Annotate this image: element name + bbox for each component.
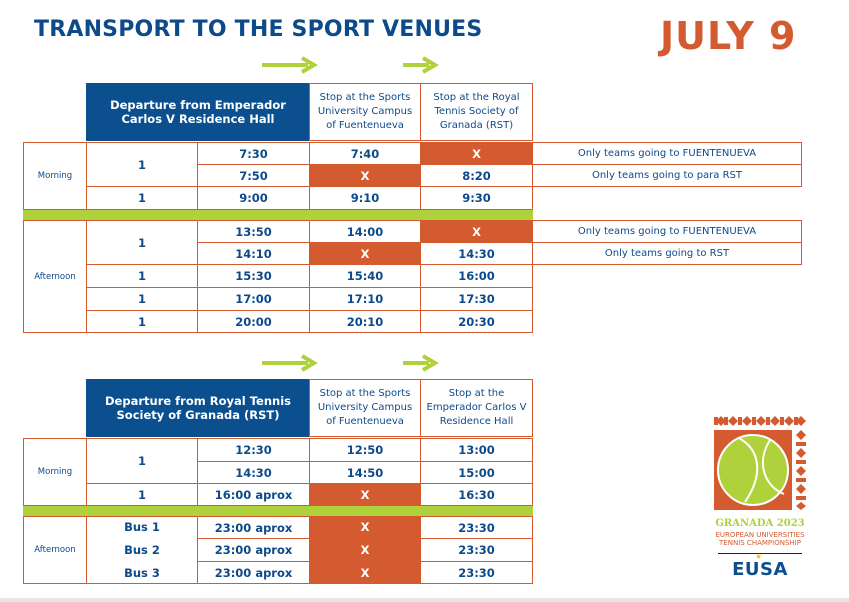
route-note: Only teams going to RST (532, 242, 802, 265)
eusa-logo (712, 552, 808, 580)
departure-cell: 16:00 aprox (197, 483, 310, 506)
bus-cell: 1 (86, 186, 198, 210)
event-logo (712, 414, 808, 584)
departure-cell: 23:00 aprox (197, 516, 310, 539)
tennis-ball-icon (712, 414, 808, 510)
stop2-cell: 13:00 (420, 438, 533, 462)
table2-departure-header (86, 379, 310, 437)
departure-cell: 14:30 (197, 461, 310, 484)
departure-cell: 23:00 aprox (197, 538, 310, 562)
bus-cell: 1 (86, 264, 198, 288)
stop2-cell: 9:30 (420, 186, 533, 210)
section-divider (23, 210, 533, 220)
header-text: Departure from Emperador Carlos V Residence Hall (110, 98, 286, 126)
arrow-right-icon (262, 56, 318, 74)
stop1-cell-skipped: X (360, 520, 370, 534)
departure-cell: 17:00 (197, 287, 310, 311)
table2-stop2-header (420, 379, 533, 437)
stop1-cell: 20:10 (309, 310, 421, 333)
stop2-cell: 20:30 (420, 310, 533, 333)
stop2-cell: 14:30 (420, 242, 533, 265)
logo-event-name-2: TENNIS CHAMPIONSHIP (719, 539, 801, 547)
departure-cell: 23:00 aprox (197, 561, 310, 584)
stop2-cell-skipped: X (420, 142, 533, 165)
stop2-cell: 8:20 (420, 164, 533, 187)
bus-cell: 1 (86, 220, 198, 265)
table1-departure-header (86, 83, 310, 141)
stop1-cell-skipped: X (360, 542, 370, 557)
route-note: Only teams going to para RST (532, 164, 802, 187)
logo-event-name-1: EUROPEAN UNIVERSITIES (715, 531, 805, 539)
stop2-cell: 23:30 (420, 538, 533, 562)
stop1-cell: 17:10 (309, 287, 421, 311)
bus-cell: 1 (86, 142, 198, 187)
stop1-cell: 15:40 (309, 264, 421, 288)
bus-cell: 1 (86, 287, 198, 311)
period-label-morning: Morning (23, 142, 87, 210)
stop2-cell: 17:30 (420, 287, 533, 311)
stop2-cell-skipped: X (420, 220, 533, 243)
departure-cell: 12:30 (197, 438, 310, 462)
stop2-cell: 23:30 (420, 561, 533, 584)
stop1-cell-skipped: X (309, 164, 421, 187)
stop1-cell-skipped: X (309, 483, 421, 506)
bus-cell: 1 (86, 483, 198, 506)
table2-stop1-header (309, 379, 421, 437)
stop1-cell: 7:40 (309, 142, 421, 165)
eusa-wordmark: EUSA (732, 559, 788, 580)
bus-cell: Bus 3 (124, 565, 160, 580)
section-divider (23, 506, 533, 516)
stop1-cell: 9:10 (309, 186, 421, 210)
departure-cell: 13:50 (197, 220, 310, 243)
stop2-cell: 23:30 (420, 516, 533, 539)
arrow-right-icon (403, 354, 439, 372)
table1-stop2-header (420, 83, 533, 141)
departure-cell: 15:30 (197, 264, 310, 288)
stop2-cell: 16:00 (420, 264, 533, 288)
header-text: Departure from Royal Tennis Society of Granada (RST) (105, 394, 291, 422)
stop1-cell: 14:00 (309, 220, 421, 243)
bus-cell: 1 (86, 310, 198, 333)
page-title: TRANSPORT TO THE SPORT VENUES (34, 17, 483, 42)
route-note: Only teams going to FUENTENUEVA (532, 142, 802, 165)
departure-cell: 7:50 (197, 164, 310, 187)
stop1-cell-skipped: X (360, 565, 370, 580)
stop2-cell: 15:00 (420, 461, 533, 484)
bus-cell: 1 (86, 438, 198, 484)
period-label-morning: Morning (23, 438, 87, 506)
stop1-cell: 12:50 (309, 438, 421, 462)
bus-cell: Bus 1 (124, 520, 160, 534)
header-text: Stop at the Emperador Carlos V Residence Hall (426, 388, 527, 427)
route-note: Only teams going to FUENTENUEVA (532, 220, 802, 243)
arrow-right-icon (262, 354, 318, 372)
date-heading: JULY 9 (660, 14, 797, 58)
page-bottom-edge (0, 598, 849, 602)
header-text: Stop at the Royal Tennis Society of Granada (RST) (433, 92, 520, 131)
bus-cell: Bus 2 (124, 542, 160, 557)
star-icon: ★ (755, 552, 763, 561)
period-label-afternoon: Afternoon (23, 516, 87, 584)
departure-cell: 9:00 (197, 186, 310, 210)
logo-event-year: GRANADA 2023 (715, 518, 805, 529)
departure-cell: 7:30 (197, 142, 310, 165)
departure-cell: 20:00 (197, 310, 310, 333)
stop1-cell: 14:50 (309, 461, 421, 484)
arrow-right-icon (403, 56, 439, 74)
stop2-cell: 16:30 (420, 483, 533, 506)
table1-stop1-header (309, 83, 421, 141)
period-label-afternoon: Afternoon (23, 220, 87, 333)
stop1-cell-skipped: X (309, 242, 421, 265)
departure-cell: 14:10 (197, 242, 310, 265)
header-text: Stop at the Sports University Campus of Fuentenueva (317, 92, 413, 131)
header-text: Stop at the Sports University Campus of Fuentenueva (317, 388, 413, 427)
